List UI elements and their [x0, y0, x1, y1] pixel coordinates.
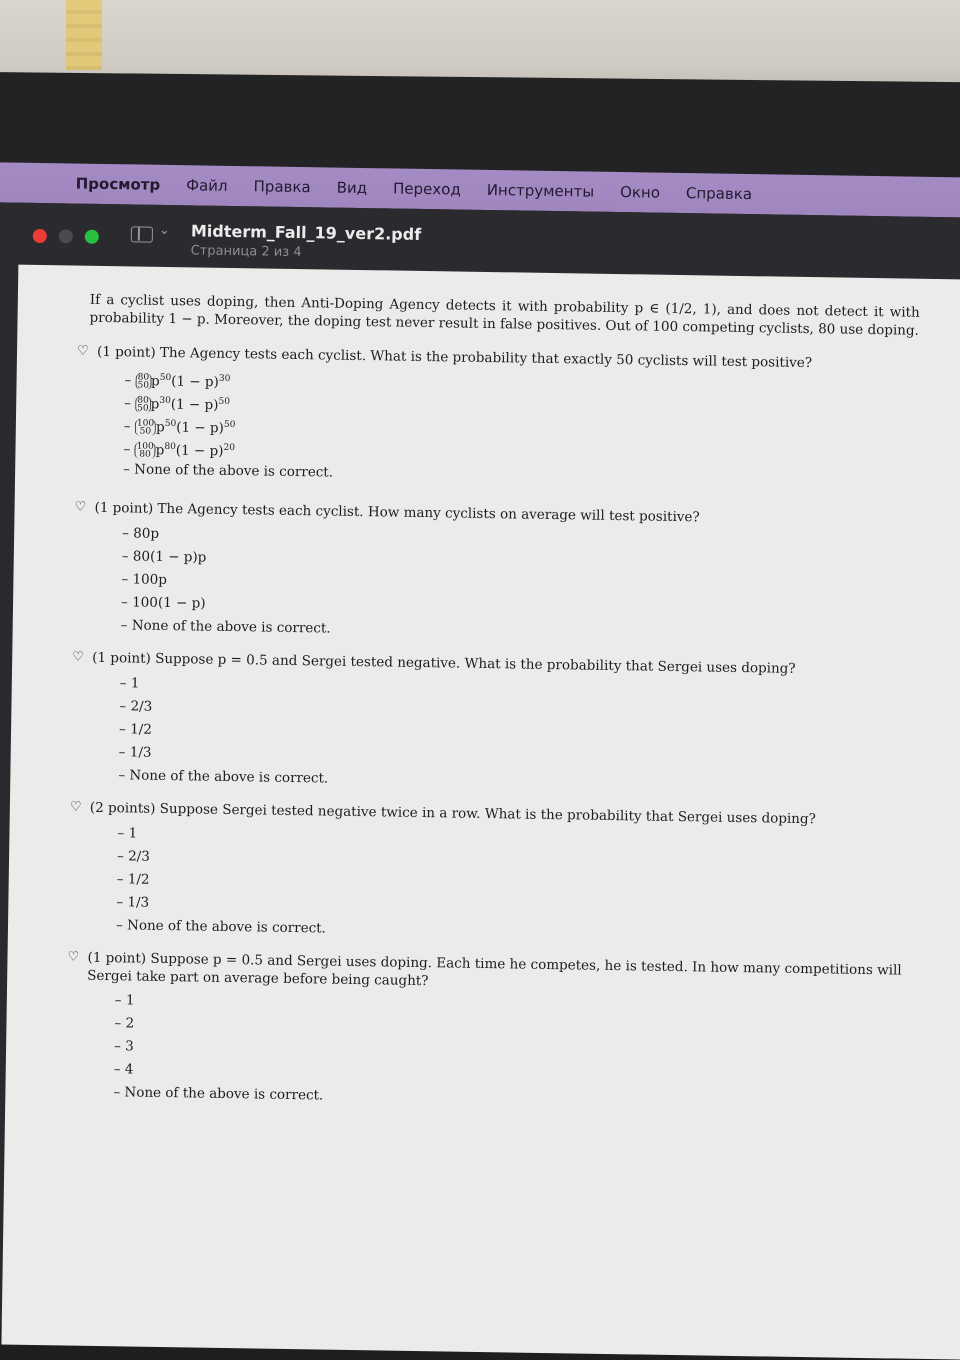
options-list: [65, 989, 927, 1117]
chevron-down-icon[interactable]: ⌄: [159, 223, 170, 238]
option[interactable]: – None of the above is correct.: [113, 1081, 925, 1117]
option[interactable]: – 2/3: [117, 845, 929, 881]
option[interactable]: – 100 80 $p^{80}(1 - p)^{20}$: [123, 435, 935, 471]
question-text: (1 point) The Agency tests each cyclist. What is the probability that exactly 50 cyclists will test positive?: [97, 344, 937, 375]
option[interactable]: – 2: [114, 1012, 926, 1048]
document-title: Midterm_Fall_19_ver2.pdf: [191, 221, 421, 244]
option[interactable]: – 100(1 − p): [121, 591, 933, 627]
options-list: [73, 521, 935, 649]
option[interactable]: – 1/3: [119, 741, 931, 777]
option[interactable]: – 80 50 $p^{50}(1 - p)^{30}$: [124, 366, 936, 402]
option[interactable]: – None of the above is correct.: [123, 458, 935, 494]
heart-icon: ♡: [67, 949, 87, 966]
option[interactable]: – 1: [120, 672, 932, 708]
menu-tools[interactable]: Инструменты: [487, 181, 595, 201]
menu-help[interactable]: Справка: [686, 184, 752, 203]
option[interactable]: – 80(1 − p)p: [122, 545, 934, 581]
menu-go[interactable]: Переход: [393, 179, 461, 198]
question-text: (2 points) Suppose Sergei tested negative twice in a row. What is the probability that Sergei uses doping?: [90, 800, 930, 831]
option[interactable]: – 1/2: [117, 868, 929, 904]
problem-intro: If a cyclist uses doping, then Anti-Doping Agency detects it with probability p ∈ (1/2, 1), and does not detect it with probability 1 − p. Moreover, the doping test never result in false positives. Out of 100 competing cyclists, 80 use doping.: [89, 292, 919, 340]
pdf-page: [1, 265, 960, 1360]
fullscreen-window-button[interactable]: [85, 230, 99, 244]
heart-icon: ♡: [72, 650, 92, 667]
question-text: (1 point) Suppose p = 0.5 and Sergei uses doping. Each time he competes, he is tested. In how many competitions will Sergei take part on average before being caught?: [87, 950, 927, 998]
binomial: 100 50: [135, 419, 156, 435]
option[interactable]: – None of the above is correct.: [116, 914, 928, 950]
screen: [0, 162, 960, 1338]
question-text: (1 point) Suppose p = 0.5 and Sergei tested negative. What is the probability that Sergei uses doping?: [92, 650, 932, 681]
menu-view[interactable]: Вид: [337, 179, 368, 197]
option[interactable]: – 4: [114, 1058, 926, 1094]
question-3: [70, 650, 932, 800]
question-5: [65, 949, 927, 1117]
binomial: 80 50: [136, 373, 152, 389]
option[interactable]: – 80 50 $p^{30}(1 - p)^{50}$: [124, 389, 936, 425]
option[interactable]: – None of the above is correct.: [118, 764, 930, 800]
binomial: 100 80: [134, 442, 155, 458]
question-text: (1 point) The Agency tests each cyclist. How many cyclists on average will test positive?: [94, 500, 934, 531]
sidebar-toggle-icon[interactable]: [131, 226, 153, 242]
menu-file[interactable]: Файл: [186, 176, 228, 195]
option[interactable]: – 1: [115, 989, 927, 1025]
heart-icon: ♡: [77, 344, 97, 361]
option[interactable]: – 2/3: [119, 695, 931, 731]
option[interactable]: – None of the above is correct.: [121, 614, 933, 650]
binomial: 80 50: [135, 396, 151, 412]
close-window-button[interactable]: [33, 229, 47, 243]
minimize-window-button[interactable]: [59, 229, 73, 243]
heart-icon: ♡: [70, 799, 90, 816]
option[interactable]: – 1/2: [119, 718, 931, 754]
option[interactable]: – 100p: [121, 568, 933, 604]
option[interactable]: – 3: [114, 1035, 926, 1071]
option[interactable]: – 1: [117, 822, 929, 858]
options-list: [70, 671, 932, 799]
question-1: [75, 344, 937, 494]
page-indicator: Страница 2 из 4: [191, 243, 302, 260]
question-4: [68, 799, 930, 949]
menu-window[interactable]: Окно: [620, 183, 660, 202]
options-list: [75, 365, 937, 493]
sticky-notes: [66, 0, 102, 70]
question-2: [73, 500, 935, 650]
menu-edit[interactable]: Правка: [253, 177, 310, 196]
options-list: [68, 821, 930, 949]
option[interactable]: – 80p: [122, 522, 934, 558]
menu-preview[interactable]: Просмотр: [76, 175, 161, 194]
heart-icon: ♡: [74, 500, 94, 517]
option[interactable]: – 1/3: [116, 891, 928, 927]
option[interactable]: – 100 50 $p^{50}(1 - p)^{50}$: [124, 412, 936, 448]
